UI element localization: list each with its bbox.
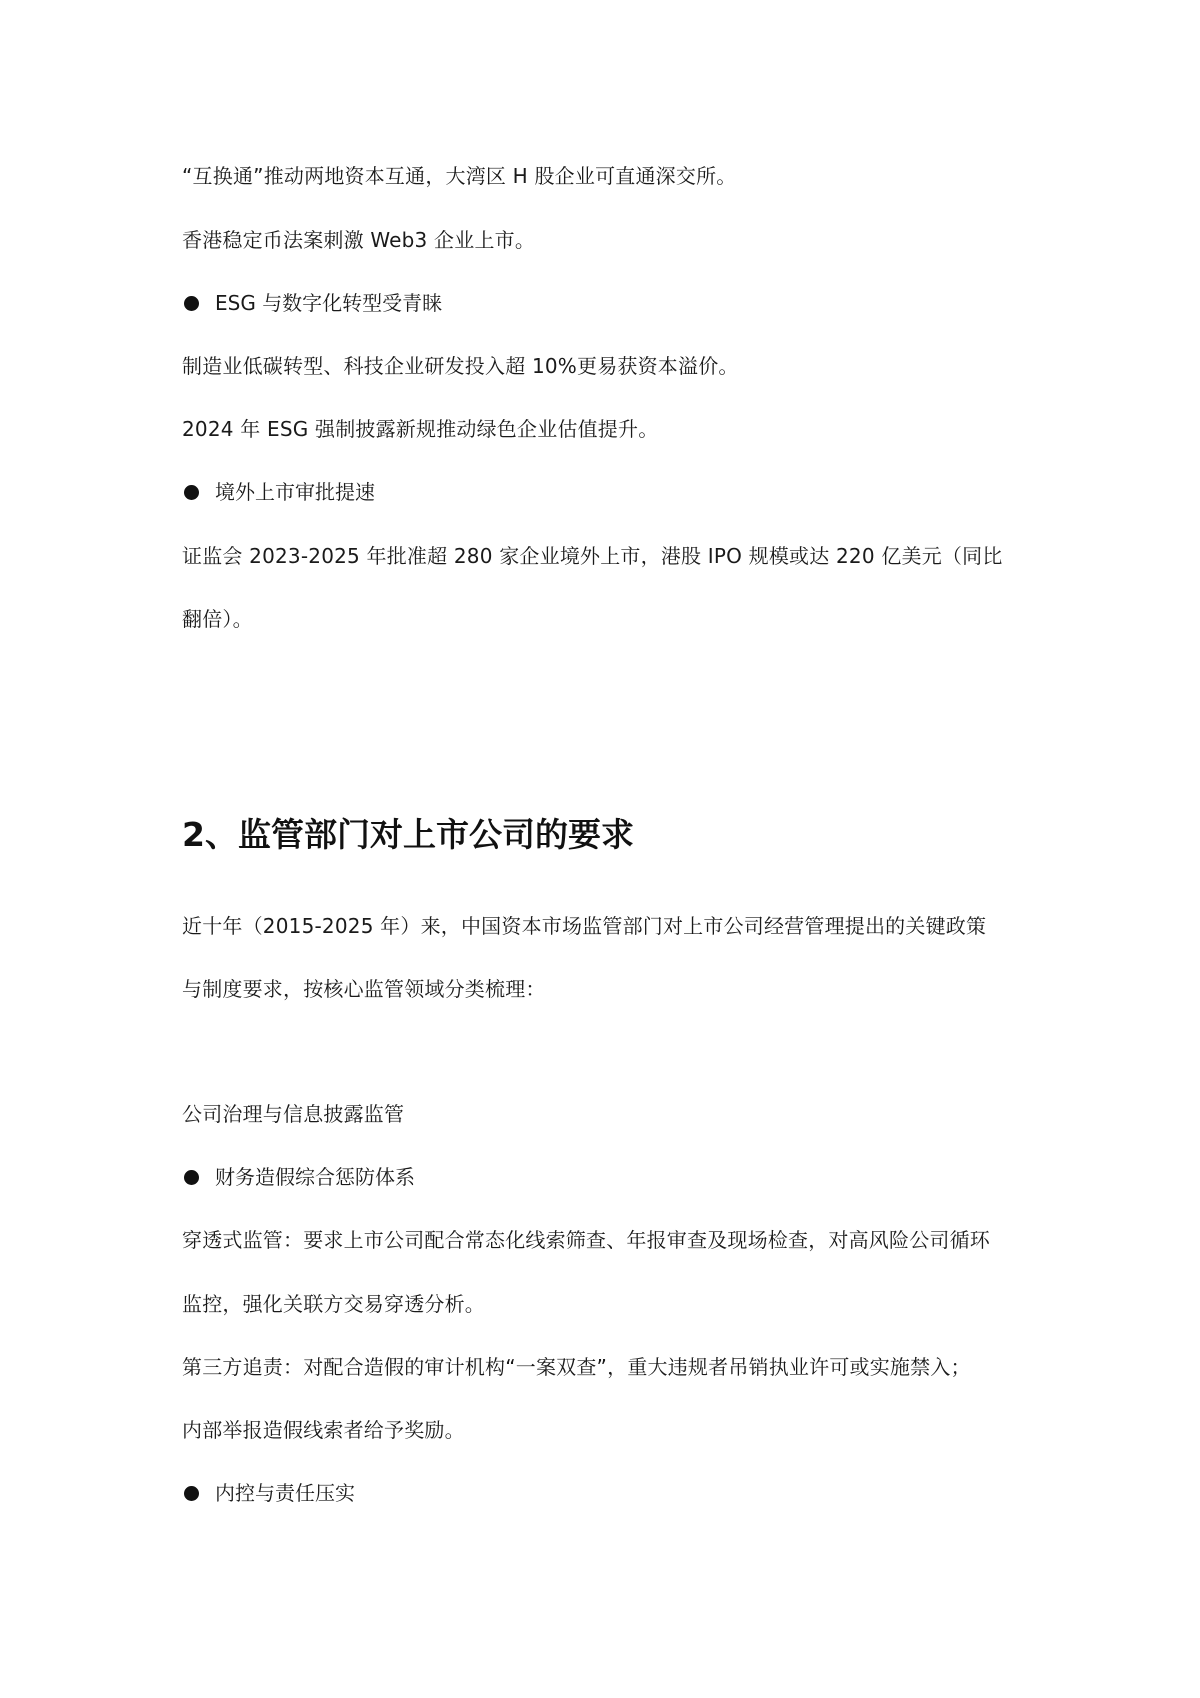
text-line: 证监会 2023-2025 年批准超 280 家企业境外上市，港股 IPO 规模或达 220 亿美元（同比 xyxy=(182,544,1003,568)
text-line: 穿透式监管：要求上市公司配合常态化线索筛查、年报审查及现场检查，对高风险公司循环 xyxy=(182,1228,990,1252)
bullet-item-esg xyxy=(182,289,1042,317)
text-line: 监控，强化关联方交易穿透分析。 xyxy=(182,1292,485,1316)
bullet-icon xyxy=(184,485,199,500)
section-heading: 2、监管部门对上市公司的要求 xyxy=(182,815,634,854)
bullet-label: 财务造假综合惩防体系 xyxy=(215,1165,415,1189)
bullet-icon xyxy=(184,1486,199,1501)
text-line: 香港稳定币法案刺激 Web3 企业上市。 xyxy=(182,228,536,252)
text-line: “互换通”推动两地资本互通，大湾区 H 股企业可直通深交所。 xyxy=(182,164,737,188)
text-line: 第三方追责：对配合造假的审计机构“一案双查”，重大违规者吊销执业许可或实施禁入； xyxy=(182,1355,971,1379)
text-line: 2024 年 ESG 强制披露新规推动绿色企业估值提升。 xyxy=(182,417,659,441)
bullet-icon xyxy=(184,1170,199,1185)
text-line: 与制度要求，按核心监管领域分类梳理： xyxy=(182,977,546,1001)
bullet-item-fraud xyxy=(182,1163,1042,1191)
bullet-item-overseas xyxy=(182,478,1042,506)
bullet-label: ESG 与数字化转型受青睐 xyxy=(215,291,443,315)
text-line: 制造业低碳转型、科技企业研发投入超 10%更易获资本溢价。 xyxy=(182,354,739,378)
bullet-item-internal-control xyxy=(182,1479,1042,1507)
bullet-label: 内控与责任压实 xyxy=(215,1481,355,1505)
text-line: 翻倍）。 xyxy=(182,607,253,631)
text-line: 近十年（2015-2025 年）来，中国资本市场监管部门对上市公司经营管理提出的关键政策 xyxy=(182,914,987,938)
text-line: 内部举报造假线索者给予奖励。 xyxy=(182,1418,465,1442)
bullet-label: 境外上市审批提速 xyxy=(215,480,375,504)
subheading: 公司治理与信息披露监管 xyxy=(182,1102,405,1126)
bullet-icon xyxy=(184,296,199,311)
